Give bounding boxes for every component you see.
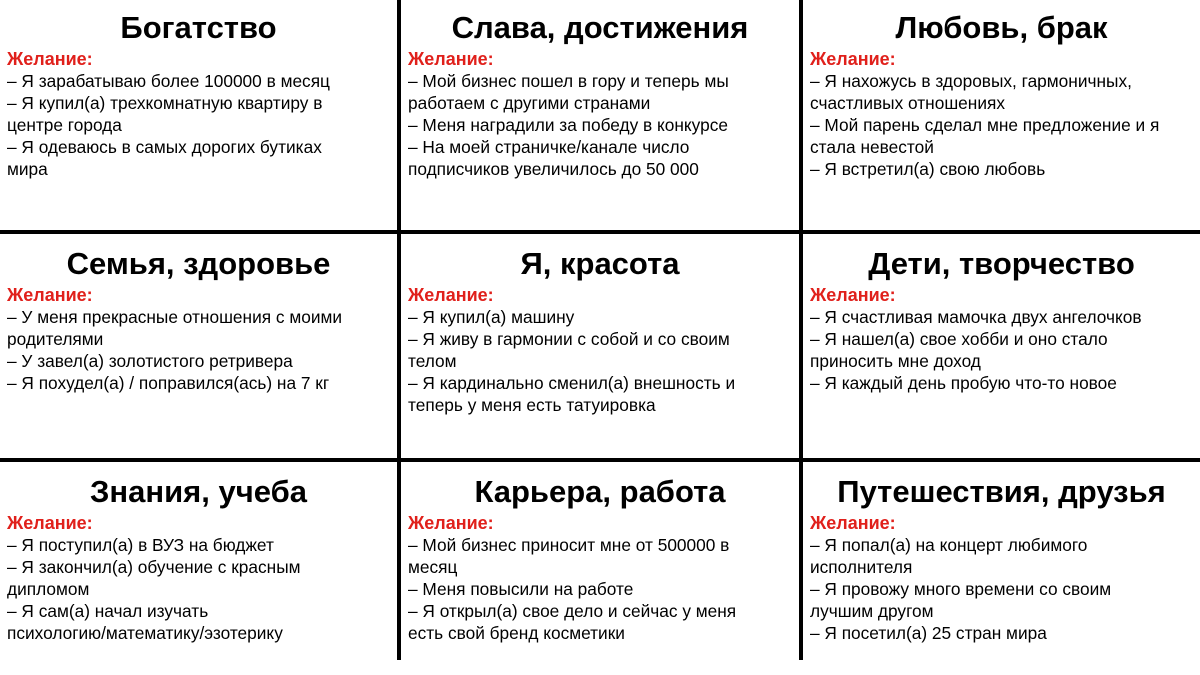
- wish-label: Желание:: [810, 513, 896, 533]
- horizontal-divider: [0, 230, 1200, 234]
- wish-line: мира: [7, 159, 48, 179]
- wish-label: Желание:: [408, 49, 494, 69]
- wish-label: Желание:: [7, 285, 93, 305]
- wish-line: исполнителя: [810, 557, 913, 577]
- wish-line: – Я купил(а) машину: [408, 307, 575, 327]
- wish-line: теперь у меня есть татуировка: [408, 395, 656, 415]
- wish-list: [810, 306, 1200, 394]
- wish-list: [7, 306, 397, 394]
- cell-family: [0, 234, 397, 458]
- wish-line: дипломом: [7, 579, 90, 599]
- wish-line: – Мой бизнес пошел в гору и теперь мы: [408, 71, 729, 91]
- wish-line: – Я провожу много времени со своим: [810, 579, 1112, 599]
- wish-list: [408, 534, 799, 644]
- wish-line: – Я зарабатываю более 100000 в месяц: [7, 71, 330, 91]
- wish-line: стала невестой: [810, 137, 934, 157]
- wish-line: есть свой бренд косметики: [408, 623, 625, 643]
- wish-line: телом: [408, 351, 457, 371]
- wish-label: Желание:: [7, 49, 93, 69]
- wish-line: родителями: [7, 329, 104, 349]
- wish-line: месяц: [408, 557, 458, 577]
- wish-list: [408, 306, 799, 416]
- wish-line: – Я посетил(а) 25 стран мира: [810, 623, 1047, 643]
- wish-line: центре города: [7, 115, 122, 135]
- wish-line: приносить мне доход: [810, 351, 981, 371]
- cell-career: [401, 462, 799, 660]
- wish-line: работаем с другими странами: [408, 93, 651, 113]
- wish-line: – Я купил(а) трехкомнатную квартиру в: [7, 93, 323, 113]
- cell-children: [803, 234, 1200, 458]
- wish-line: – Мой бизнес приносит мне от 500000 в: [408, 535, 730, 555]
- wish-line: – Я одеваюсь в самых дорогих бутиках: [7, 137, 322, 157]
- horizontal-divider: [0, 458, 1200, 462]
- cell-heading: Любовь, брак: [895, 10, 1108, 45]
- cell-heading: Семья, здоровье: [66, 246, 331, 281]
- cell-travel: [803, 462, 1200, 660]
- wish-label: Желание:: [408, 513, 494, 533]
- wish-line: – Я счастливая мамочка двух ангелочков: [810, 307, 1142, 327]
- wish-line: – У меня прекрасные отношения с моими: [7, 307, 343, 327]
- wish-list: [7, 70, 397, 180]
- wish-line: психологию/математику/эзотерику: [7, 623, 283, 643]
- cell-wealth: [0, 0, 397, 230]
- wish-list: [7, 534, 397, 644]
- cell-heading: Дети, творчество: [868, 246, 1135, 281]
- wish-list: [810, 534, 1200, 644]
- wish-line: – Я кардинально сменил(а) внешность и: [408, 373, 736, 393]
- wish-line: – Я закончил(а) обучение с красным: [7, 557, 301, 577]
- wish-line: счастливых отношениях: [810, 93, 1005, 113]
- cell-heading: Путешествия, друзья: [837, 474, 1166, 509]
- wish-line: – Я попал(а) на концерт любимого: [810, 535, 1088, 555]
- wish-line: – Я встретил(а) свою любовь: [810, 159, 1046, 179]
- wish-line: – Я сам(а) начал изучать: [7, 601, 209, 621]
- wish-line: – Я живу в гармонии с собой и со своим: [408, 329, 730, 349]
- wish-line: – Я похудел(а) / поправился(ась) на 7 кг: [7, 373, 330, 393]
- wish-line: – Меня наградили за победу в конкурсе: [408, 115, 728, 135]
- wish-line: подписчиков увеличилось до 50 000: [408, 159, 699, 179]
- cell-heading: Богатство: [120, 10, 277, 45]
- cell-knowledge: [0, 462, 397, 660]
- wish-label: Желание:: [7, 513, 93, 533]
- wish-line: – На моей страничке/канале число: [408, 137, 690, 157]
- cell-love: [803, 0, 1200, 230]
- cell-beauty: [401, 234, 799, 458]
- vertical-divider: [397, 0, 401, 660]
- wish-list: [810, 70, 1200, 180]
- wish-line: – У завел(а) золотистого ретривера: [7, 351, 293, 371]
- wish-line: – Я поступил(а) в ВУЗ на бюджет: [7, 535, 274, 555]
- wish-line: – Меня повысили на работе: [408, 579, 634, 599]
- vertical-divider: [799, 0, 803, 660]
- wish-line: – Я открыл(а) свое дело и сейчас у меня: [408, 601, 737, 621]
- wish-label: Желание:: [810, 49, 896, 69]
- cell-fame: [401, 0, 799, 230]
- wish-label: Желание:: [810, 285, 896, 305]
- wish-line: – Я нашел(а) свое хобби и оно стало: [810, 329, 1108, 349]
- wish-line: лучшим другом: [810, 601, 934, 621]
- wish-line: – Я каждый день пробую что-то новое: [810, 373, 1117, 393]
- cell-heading: Карьера, работа: [474, 474, 726, 509]
- wish-line: – Мой парень сделал мне предложение и я: [810, 115, 1160, 135]
- wish-list: [408, 70, 799, 180]
- wish-line: – Я нахожусь в здоровых, гармоничных,: [810, 71, 1132, 91]
- cell-heading: Знания, учеба: [90, 474, 307, 509]
- cell-heading: Я, красота: [520, 246, 680, 281]
- cell-heading: Слава, достижения: [451, 10, 749, 45]
- wish-label: Желание:: [408, 285, 494, 305]
